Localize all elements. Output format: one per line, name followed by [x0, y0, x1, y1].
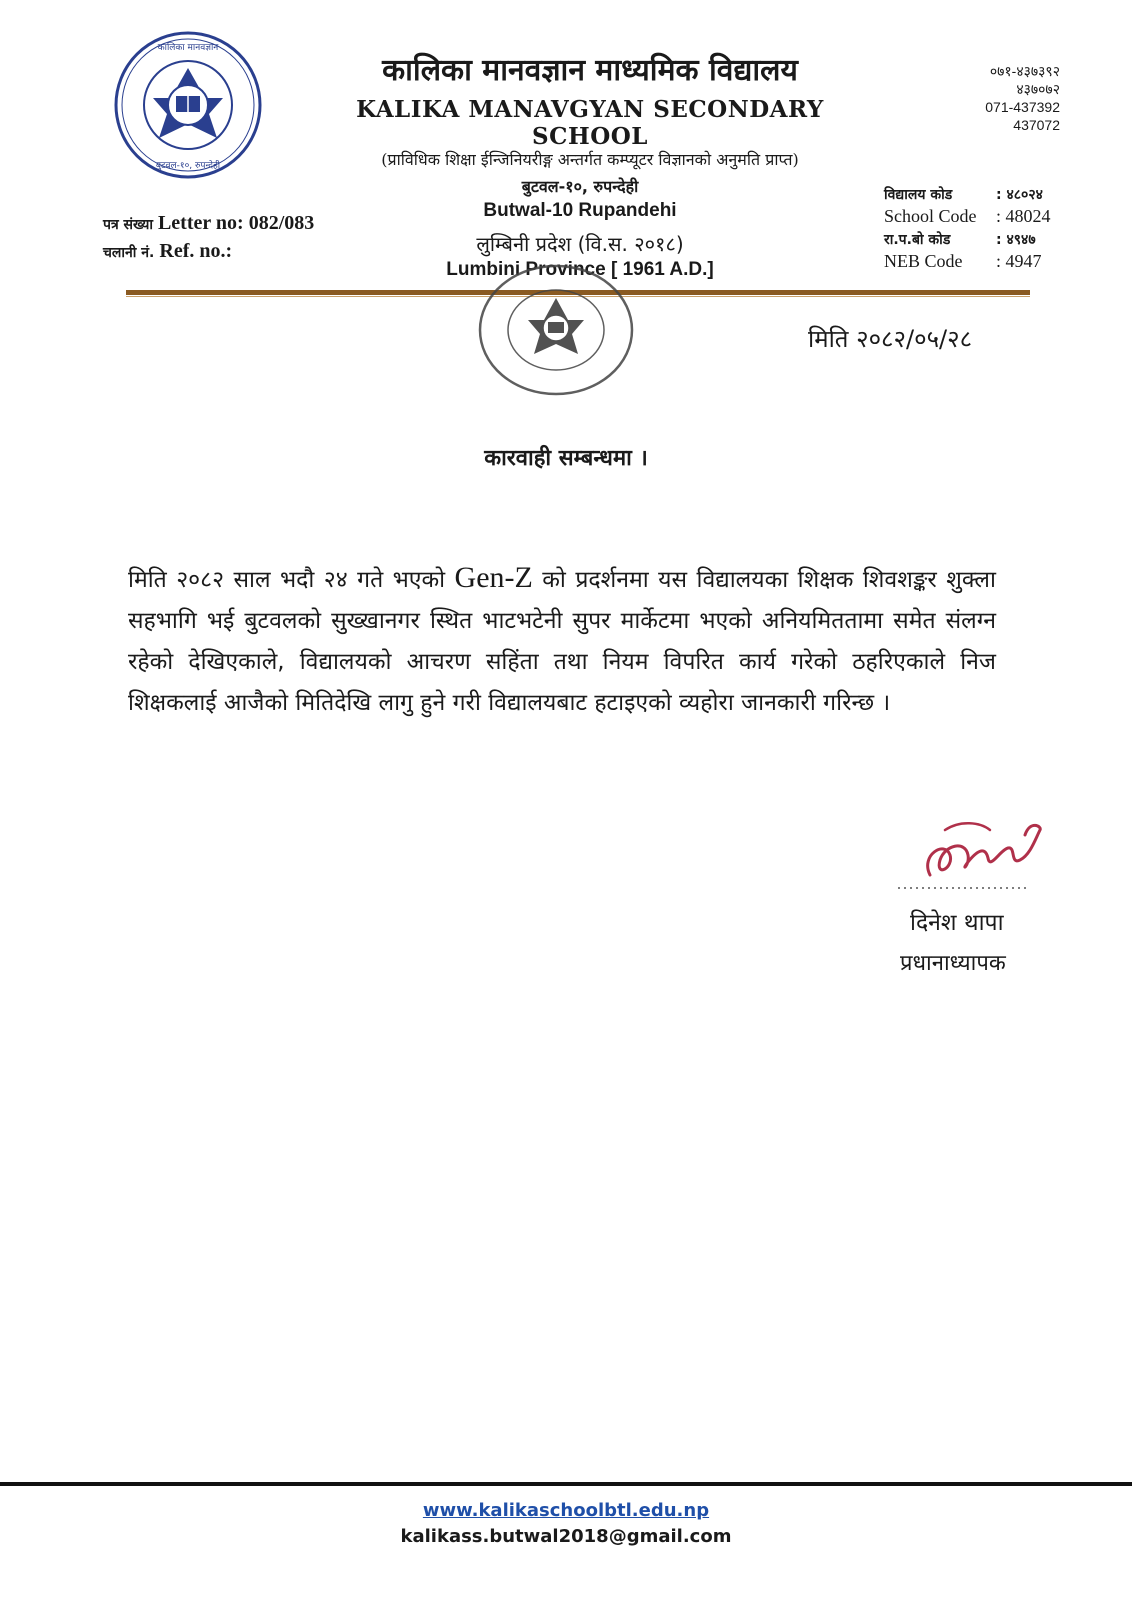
approval-note: (प्राविधिक शिक्षा ईन्जिनियरीङ्ग अन्तर्गत कम्प्यूटर विज्ञानको अनुमति प्राप्त): [381, 150, 799, 169]
body-text-part: मिति २०८२ साल भदौ २४ गते भएको: [128, 567, 455, 593]
signatory-name: दिनेश थापा: [910, 910, 1004, 936]
footer-divider: [0, 1482, 1132, 1486]
footer-website-link[interactable]: www.kalikaschoolbtl.edu.np: [422, 1500, 710, 1521]
code-value: : 48024: [996, 206, 1051, 227]
footer-email: kalikass.butwal2018@gmail.com: [400, 1526, 732, 1547]
address-english: Butwal-10 Rupandehi: [483, 200, 677, 221]
phone-line: ४३७०७२: [1016, 81, 1060, 97]
phone-numbers: [950, 62, 1060, 134]
province-english: Lumbini Province [ 1961 A.D.]: [446, 259, 714, 280]
svg-text:कालिका मानवज्ञान: कालिका मानवज्ञान: [157, 43, 219, 53]
code-row: [884, 206, 1084, 229]
ref-no-label-en: Ref. no.:: [159, 240, 233, 262]
school-stamp: [476, 262, 636, 398]
body-text-part: को प्रदर्शनमा यस विद्यालयका शिक्षक शिवशङ्कर शुक्ला सहभागि भई बुटवलको सुख्खानगर स्थित भाटभटेनी सुपर मार्केटमा भएको अनियमिततामा समेत संलग्न रहेको देखिएकाले, विद्यालयको आचरण सहिंता तथा नियम विपरित कार्य गरेको ठहरिएकाले निज शिक्षकलाई आजैको मितिदेखि लागु हुने गरी विद्यालयबाट हटाइएको व्यहोरा जानकारी गरिन्छ ।: [128, 567, 996, 716]
code-row: [884, 183, 1084, 206]
body-text-genz: Gen-Z: [454, 561, 533, 594]
letter-subject: कारवाही सम्बन्धमा ।: [484, 446, 648, 471]
code-label: रा.प.बो कोड: [884, 231, 951, 248]
letter-body: [128, 557, 996, 724]
school-logo-seal: [113, 30, 263, 180]
school-codes: [884, 183, 1084, 273]
svg-text:बुटवल-१०, रुपन्देही: बुटवल-१०, रुपन्देही: [155, 161, 221, 171]
code-row: [884, 228, 1084, 251]
code-value: : ४९४७: [996, 231, 1036, 248]
ref-number-row: [103, 240, 232, 263]
phone-line: 071-437392: [985, 99, 1060, 115]
letter-no-value: 082/083: [248, 212, 315, 234]
ref-no-label-np: चलानी नं.: [103, 245, 155, 261]
code-label: NEB Code: [884, 251, 963, 272]
code-row: [884, 251, 1084, 274]
principal-signature: [890, 800, 1060, 905]
signatory-title: प्रधानाध्यापक: [900, 951, 1006, 976]
phone-line: 437072: [1013, 117, 1060, 133]
letter-date: मिति २०८२/०५/२८: [808, 325, 973, 353]
school-name-english: KALIKA MANAVGYAN SECONDARY SCHOOL: [356, 96, 824, 150]
code-value: : ४८०२४: [996, 186, 1043, 203]
province-nepali: लुम्बिनी प्रदेश (वि.स. २०१८): [476, 232, 684, 256]
code-value: : 4947: [996, 251, 1042, 272]
code-label: School Code: [884, 206, 977, 227]
letter-number-row: [103, 212, 314, 235]
code-label: विद्यालय कोड: [884, 186, 953, 203]
phone-line: ०७१-४३७३९२: [989, 63, 1060, 79]
letter-no-label-np: पत्र संख्या: [103, 217, 153, 233]
letter-no-label-en: Letter no:: [157, 212, 244, 234]
address-nepali: बुटवल-१०, रुपन्देही: [521, 177, 639, 196]
school-name-nepali: कालिका मानवज्ञान माध्यमिक विद्यालय: [382, 53, 798, 88]
